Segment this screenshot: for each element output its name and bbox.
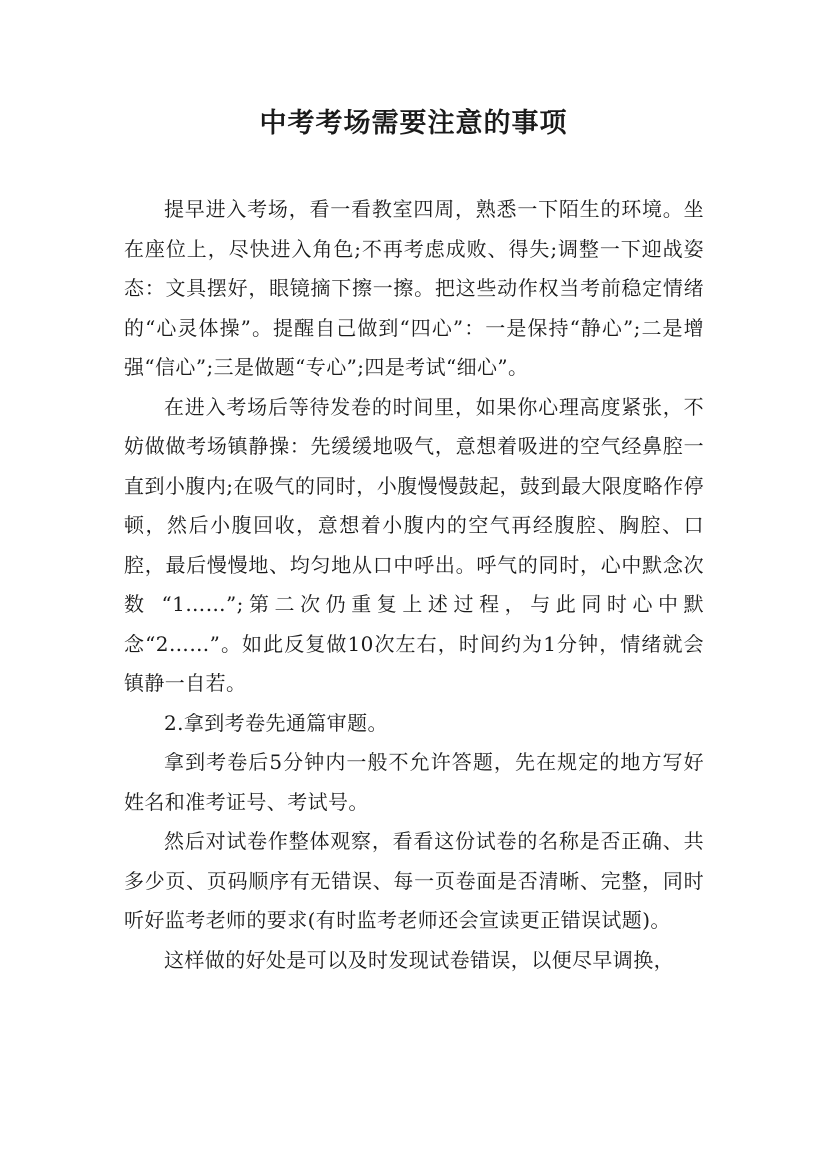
paragraph-write-name: 拿到考卷后5分钟内一般不允许答题，先在规定的地方写好姓名和准考证号、考试号。: [124, 750, 704, 814]
document-body: [124, 190, 704, 980]
paragraph-calm-exercise: 在进入考场后等待发卷的时间里，如果你心理高度紧张，不妨做做考场镇静操：先缓缓地吸气，意想着吸进的空气经鼻腔一直到小腹内;在吸气的同时，小腹慢慢鼓起，鼓到最大限度略作停顿，然后小腹回收，意想着小腹内的空气再经腹腔、胸腔、口腔，最后慢慢地、均匀地从口中呼出。呼气的同时，心中默念次数 “1……”;第二次仍重复上述过程，与此同时心中默念“2……”。如此反复做10次左右，时间约为1分钟，情绪就会镇静一自若。: [124, 394, 704, 695]
paragraph-section-heading: 2.拿到考卷先通篇审题。: [164, 710, 388, 735]
document-title: 中考考场需要注意的事项: [259, 108, 568, 139]
paragraph-benefit: 这样做的好处是可以及时发现试卷错误，以便尽早调换，: [164, 947, 674, 972]
paragraph-arrive-early: 提早进入考场，看一看教室四周，熟悉一下陌生的环境。坐在座位上，尽快进入角色;不再考虑成败、得失;调整一下迎战姿态：文具摆好，眼镜摘下擦一擦。把这些动作权当考前稳定情绪的“心灵体操”。提醒自己做到“四心”：一是保持“静心”;二是增强“信心”;三是做题“专心”;四是考试“细心”。: [124, 197, 704, 379]
paragraph-inspect-paper: 然后对试卷作整体观察，看看这份试卷的名称是否正确、共多少页、页码顺序有无错误、每一页卷面是否清晰、完整，同时听好监考老师的要求(有时监考老师还会宣读更正错误试题)。: [124, 829, 704, 932]
